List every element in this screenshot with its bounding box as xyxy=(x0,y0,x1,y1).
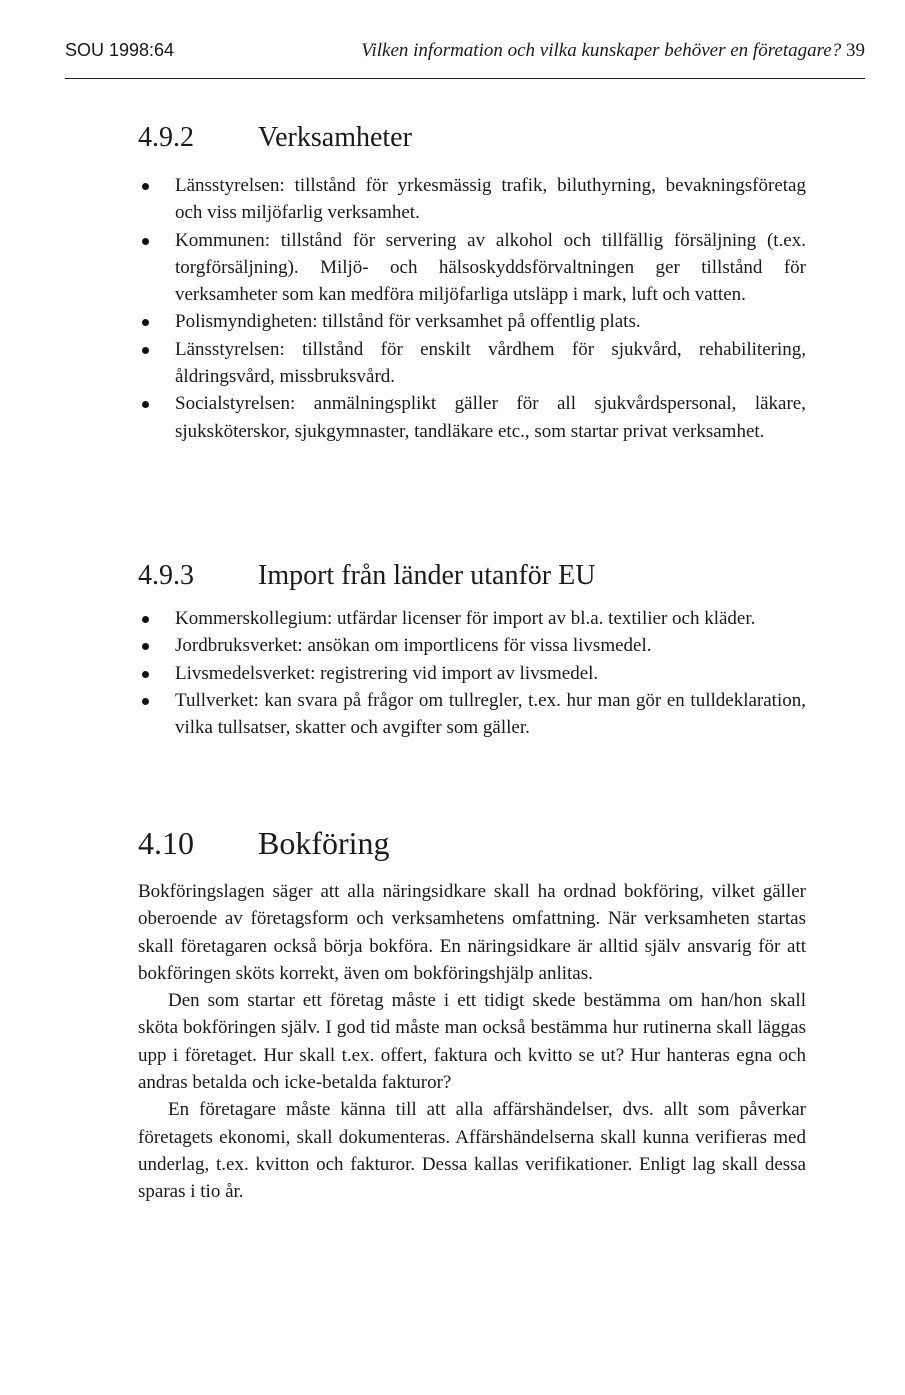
paragraph: Den som startar ett företag måste i ett tidigt skede bestämma om han/hon skall sköta bokföringen själv. I god tid måste man också bestämma hur rutinerna skall läggas upp i företaget. Hur skall t.ex. offert, faktura och kvitto se ut? Hur hanteras egna och andras betalda och icke-betalda fakturor? xyxy=(138,990,806,1094)
running-header xyxy=(65,40,865,70)
list-item: Länsstyrelsen: tillstånd för yrkesmässig trafik, biluthyrning, bevakningsföretag och viss miljöfarlig verksamhet. xyxy=(138,172,806,227)
list-item: Polismyndigheten: tillstånd för verksamhet på offentlig plats. xyxy=(138,308,806,335)
verksamheter-list xyxy=(138,172,806,445)
section-heading-4-9-2 xyxy=(138,122,818,154)
paragraph: Bokföringslagen säger att alla näringsidkare skall ha ordnad bokföring, vilket gäller oberoende av företagsform och verksamhetens omfattning. När verksamheten startas skall företagaren också börja bokföra. En näringsidkare är alltid själv ansvarig för att bokföringen sköts korrekt, även om bokföringshjälp anlitas. xyxy=(138,881,806,984)
paragraph: En företagare måste känna till att alla affärshändelser, dvs. allt som påverkar företagets ekonomi, skall dokumenteras. Affärshändelserna skall kunna verifieras med underlag, t.ex. kvitton och fakturor. Dessa kallas verifikationer. Enligt lag skall dessa sparas i tio år. xyxy=(138,1099,806,1203)
report-id: SOU 1998:64 xyxy=(65,40,175,60)
section-heading-4-9-3 xyxy=(138,560,818,592)
list-item: Jordbruksverket: ansökan om importlicens för vissa livsmedel. xyxy=(138,632,806,659)
import-list xyxy=(138,605,806,741)
section-number: 4.10 xyxy=(138,825,194,861)
list-item: Tullverket: kan svara på frågor om tullregler, t.ex. hur man gör en tulldeklaration, vilka tullsatser, skatter och avgifter som gäller. xyxy=(138,687,806,742)
chapter-title: Vilken information och vilka kunskaper behöver en företagare? xyxy=(361,40,842,61)
list-item: Länsstyrelsen: tillstånd för enskilt vårdhem för sjukvård, rehabilitering, åldringsvård, missbruksvård. xyxy=(138,336,806,391)
header-rule xyxy=(65,78,865,79)
section-heading-4-10 xyxy=(138,825,818,862)
list-item: Livsmedelsverket: registrering vid import av livsmedel. xyxy=(138,660,806,687)
section-number: 4.9.3 xyxy=(138,560,194,591)
section-title: Verksamheter xyxy=(258,122,412,153)
section-number: 4.9.2 xyxy=(138,122,194,153)
list-item: Socialstyrelsen: anmälningsplikt gäller för all sjukvårdspersonal, läkare, sjuksköterskor, sjukgymnaster, tandläkare etc., som startar privat verksamhet. xyxy=(138,390,806,445)
bokforing-body xyxy=(138,878,806,1206)
list-item: Kommerskollegium: utfärdar licenser för import av bl.a. textilier och kläder. xyxy=(138,605,806,632)
section-title: Import från länder utanför EU xyxy=(258,560,596,591)
page-number: 39 xyxy=(846,40,865,61)
running-title xyxy=(361,40,865,62)
list-item: Kommunen: tillstånd för servering av alkohol och tillfällig försäljning (t.ex. torgförsäljning). Miljö- och hälsoskyddsförvaltningen ger tillstånd för verksamheter som kan medföra miljöfarliga utsläpp i mark, luft och vatten. xyxy=(138,227,806,309)
section-title: Bokföring xyxy=(258,825,390,861)
